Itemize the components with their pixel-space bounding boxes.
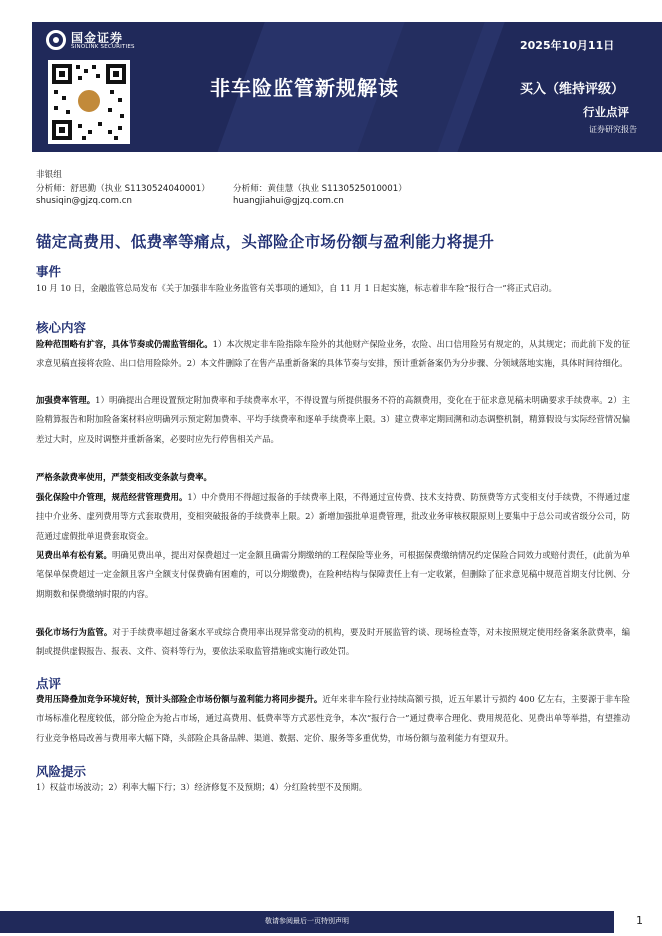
core-paragraph-3 — [36, 468, 630, 487]
risk-text: 1）权益市场波动；2）利率大幅下行；3）经济修复不及预期；4）分红险转型不及预期。 — [36, 782, 368, 792]
company-logo — [46, 29, 138, 53]
p6-bold: 强化市场行为监管。 — [36, 627, 113, 637]
core-paragraph-6 — [36, 623, 630, 662]
core-paragraph-1 — [36, 335, 630, 374]
analyst-2: 分析师：黄佳慧（执业 S1130525010001） — [233, 184, 407, 194]
risk-paragraph — [36, 778, 630, 797]
qr-code-icon — [48, 60, 130, 144]
p5-text: 明确见费出单，提出对保费超过一定金额且确需分期缴纳的工程保险等业务，可根据保费缴纳情况约定保险合同效力或赔付责任，(此前为单笔保单保费超过一定金额且客户全额支付保费确有困难的，可以分期缴费)，在险种结构与保障责任上有一定收紧，但删除了征求意见稿中规范首期支付比例、分期期数和保费缴纳时限的内容。 — [36, 550, 630, 599]
logo-icon — [46, 30, 66, 50]
page-number: 1 — [636, 914, 643, 927]
p7-text: 近年来非车险行业持续高额亏损，近五年累计亏损约 400 亿左右，主要源于非车险市场标准化程度较低，部分险企为抢占市场，通过高费用、低费率等方式恶性竞争，本次“报行合一”通过费率合理化、费用规范化、见费出单等举措，有望推动行业竞争格局改善与费用率大幅下降，头部险企具备品牌、渠道、数据、定价、服务等多重优势，市场份额与盈利能力有望双升。 — [36, 694, 631, 743]
rating-label: 买入（维持评级） — [520, 82, 625, 97]
report-type: 行业点评 — [583, 105, 629, 119]
core-paragraph-5 — [36, 546, 630, 604]
p4-text: 1）中介费用不得超过报备的手续费率上限，不得通过宣传费、技术支持费、防预费等方式变相支付手续费，不得通过虚挂中介业务、虚列费用等方式套取费用，变相突破报备的手续费率上限。2）新增加强批单退费管理，批改业务审核权限原则上要集中于总公司或省级分公司，防范通过虚假批单退费套取资金。 — [36, 492, 630, 541]
p2-text: 1）明确提出合理设置预定附加费率和手续费率水平，不得设置与所提供服务不符的高额费用，变化在于征求意见稿未明确要求手续费率。2）主险精算报告和附加险备案材料应明确列示预定附加费率、平均手续费率和逐单手续费率上限。3）建立费率定期回溯和动态调整机制，精算假设与实际经营情况偏差过大时，应及时调整并重新备案，必要时应先行停售相关产品。 — [36, 395, 630, 444]
analyst-1-email[interactable]: shusiqin@gjzq.com.cn — [36, 196, 132, 206]
p6-text: 对于手续费率超过备案水平或综合费用率出现异常变动的机构，要及时开展监管约谈、现场检查等，对未按照规定使用经备案条款费率，编制或提供虚假报告、报表、文件、资料等行为，要依法采取监管措施或实施行政处罚。 — [36, 627, 631, 657]
event-paragraph — [36, 279, 630, 298]
analyst-group: 非银组 — [36, 170, 62, 180]
event-text: 10 月 10 日，金融监管总局发布《关于加强非车险业务监管有关事项的通知》，自 11 月 1 日起实施，标志着非车险“报行合一”将正式启动。 — [36, 283, 557, 293]
core-paragraph-4 — [36, 488, 630, 546]
core-paragraph-2 — [36, 391, 630, 449]
section-title-comment: 点评 — [36, 676, 62, 691]
section-title-core: 核心内容 — [36, 320, 87, 335]
analyst-1: 分析师：舒思勤（执业 S1130524040001） — [36, 184, 210, 194]
p1-bold: 险种范围略有扩容，具体节奏或仍需监管细化。 — [36, 339, 213, 349]
section-title-event: 事件 — [36, 264, 62, 279]
p2-bold: 加强费率管理。 — [36, 395, 96, 405]
analyst-2-email[interactable]: huangjiahui@gjzq.com.cn — [233, 196, 344, 206]
p3-bold: 严格条款费率使用，严禁变相改变条款与费率。 — [36, 472, 212, 482]
logo-en: SINOLINK SECURITIES — [71, 44, 135, 50]
report-subtype: 证券研究报告 — [589, 125, 637, 134]
footer — [0, 911, 662, 936]
footer-note: 敬请参阅最后一页特别声明 — [265, 917, 349, 925]
comment-paragraph — [36, 690, 630, 748]
headline: 锚定高费用、低费率等痛点，头部险企市场份额与盈利能力将提升 — [36, 233, 495, 251]
section-title-risk: 风险提示 — [36, 764, 87, 779]
p5-bold: 见费出单有松有紧。 — [36, 550, 112, 560]
logo-cn: 国金证券 — [71, 31, 124, 45]
report-title: 非车险监管新规解读 — [210, 76, 399, 100]
report-date: 2025年10月11日 — [520, 39, 615, 52]
p4-bold: 强化保险中介管理，规范经营管理费用。 — [36, 492, 188, 502]
p1-text: 1）本次规定非车险指除车险外的其他财产保险业务，农险、出口信用险另有规定的，从其规定；而此前下发的征求意见稿直接将农险、出口信用险除外。2）本文件删除了在售产品重新备案的具体节奏与安排，预计重新备案仍为分步骤、分领域落地实施，具体时间待细化。 — [36, 339, 631, 369]
p7-bold: 费用压降叠加竞争环境好转，预计头部险企市场份额与盈利能力将同步提升。 — [36, 694, 323, 704]
